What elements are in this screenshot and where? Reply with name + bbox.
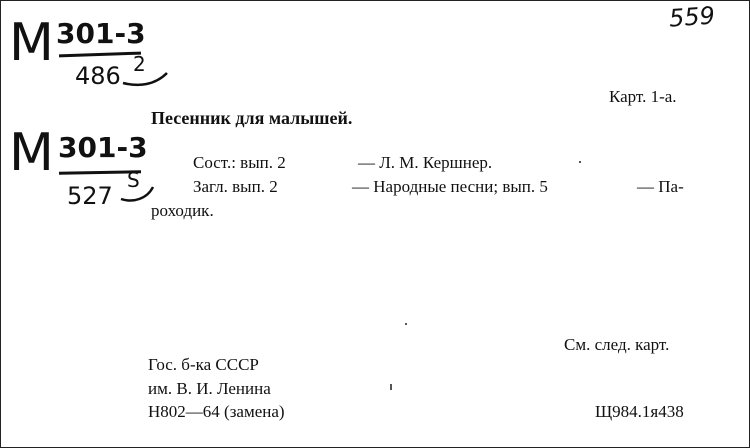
speck: [390, 384, 392, 390]
library-line-3: Н802—64 (замена): [148, 402, 285, 421]
card-number: Карт. 1-а.: [609, 87, 677, 106]
library-line-1: Гос. б-ка СССР: [148, 355, 259, 374]
speck: [405, 323, 407, 325]
shelfmark-top-2: 301-3: [58, 131, 148, 164]
shelfmark-bottom-2: 527: [67, 182, 113, 210]
title-line-right: — Народные песни; вып. 5: [352, 177, 548, 196]
shelfmark-top-1: 301-3: [56, 17, 146, 50]
compiler-line-left: Сост.: вып. 2: [193, 153, 286, 172]
title-line-left: Загл. вып. 2: [193, 177, 278, 196]
shelfmark-letter-2: M: [9, 123, 54, 183]
library-line-2: им. В. И. Ленина: [148, 379, 271, 398]
shelfmark-underline-1: [121, 61, 171, 91]
classification-code: Щ984.1я438: [595, 402, 684, 421]
shelfmark-superscript-1: 2: [133, 52, 146, 76]
speck: [579, 161, 581, 163]
card-title: Песенник для малышей.: [151, 108, 353, 128]
handwritten-number: 559: [668, 1, 716, 33]
shelfmark-bottom-1: 486: [75, 62, 121, 90]
shelfmark-rule-1: [59, 52, 141, 58]
title-line-right-2: — Па-: [637, 177, 684, 196]
continuation-line: роходик.: [151, 201, 214, 220]
shelfmark-letter-1: M: [9, 13, 54, 73]
compiler-line-right: — Л. М. Кершнер.: [358, 153, 493, 172]
see-next-card: См. след. карт.: [564, 335, 670, 354]
shelfmark-superscript-2: S: [127, 168, 140, 192]
